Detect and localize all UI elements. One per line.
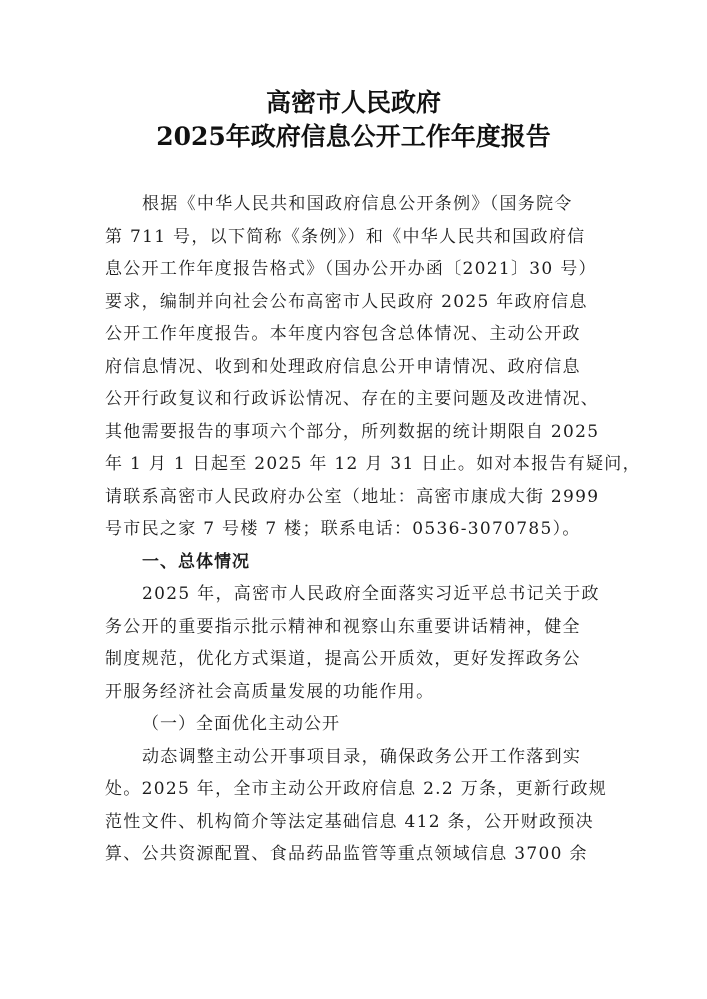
document-title <box>0 86 707 154</box>
document-body <box>105 188 641 871</box>
paragraph-line: 处。2025 年，全市主动公开政府信息 2.2 万条，更新行政规 <box>105 779 608 799</box>
paragraph-line: 府信息情况、收到和处理政府信息公开申请情况、政府信息 <box>105 356 581 377</box>
paragraph-line: 动态调整主动公开事项目录，确保政务公开工作落到实 <box>142 746 582 767</box>
paragraph-line: 算、公共资源配置、食品药品监管等重点领域信息 3700 余 <box>105 844 588 864</box>
title-line-1: 高密市人民政府 <box>265 88 441 117</box>
paragraph-line: 息公开工作年度报告格式》（国办公开办函〔2021〕30 号） <box>105 259 597 279</box>
section-heading: 一、总体情况 <box>142 551 250 572</box>
paragraph-line: 根据《中华人民共和国政府信息公开条例》（国务院令 <box>142 194 573 214</box>
paragraph-line: 务公开的重要指示批示精神和视察山东重要讲话精神，健全 <box>105 616 581 637</box>
paragraph-line: 制度规范，优化方式渠道，提高公开质效，更好发挥政务公 <box>105 649 581 669</box>
subsection-heading: （一）全面优化主动公开 <box>142 714 340 734</box>
paragraph-line: 其他需要报告的事项六个部分，所列数据的统计期限自 2025 <box>105 421 600 442</box>
paragraph-line: 年 1 月 1 日起至 2025 年 12 月 31 日止。如对本报告有疑问， <box>105 454 641 474</box>
paragraph-line: 第 711 号，以下简称《条例》）和《中华人民共和国政府信 <box>105 226 586 247</box>
paragraph-line: 号市民之家 7 号楼 7 楼；联系电话：0536-3070785）。 <box>105 519 581 539</box>
paragraph-line: 公开行政复议和行政诉讼情况、存在的主要问题及改进情况、 <box>105 389 600 409</box>
title-line-2: 2025年政府信息公开工作年度报告 <box>156 122 551 151</box>
paragraph-line: 开服务经济社会高质量发展的功能作用。 <box>105 681 435 702</box>
paragraph-line: 范性文件、机构简介等法定基础信息 412 条，公开财政预决 <box>105 811 594 832</box>
paragraph-line: 2025 年，高密市人民政府全面落实习近平总书记关于政 <box>142 584 600 604</box>
paragraph-line: 请联系高密市人民政府办公室（地址：高密市康成大街 2999 <box>105 486 600 507</box>
paragraph-line: 公开工作年度报告。本年度内容包含总体情况、主动公开政 <box>105 324 581 344</box>
paragraph-line: 要求，编制并向社会公布高密市人民政府 2025 年政府信息 <box>105 291 588 312</box>
